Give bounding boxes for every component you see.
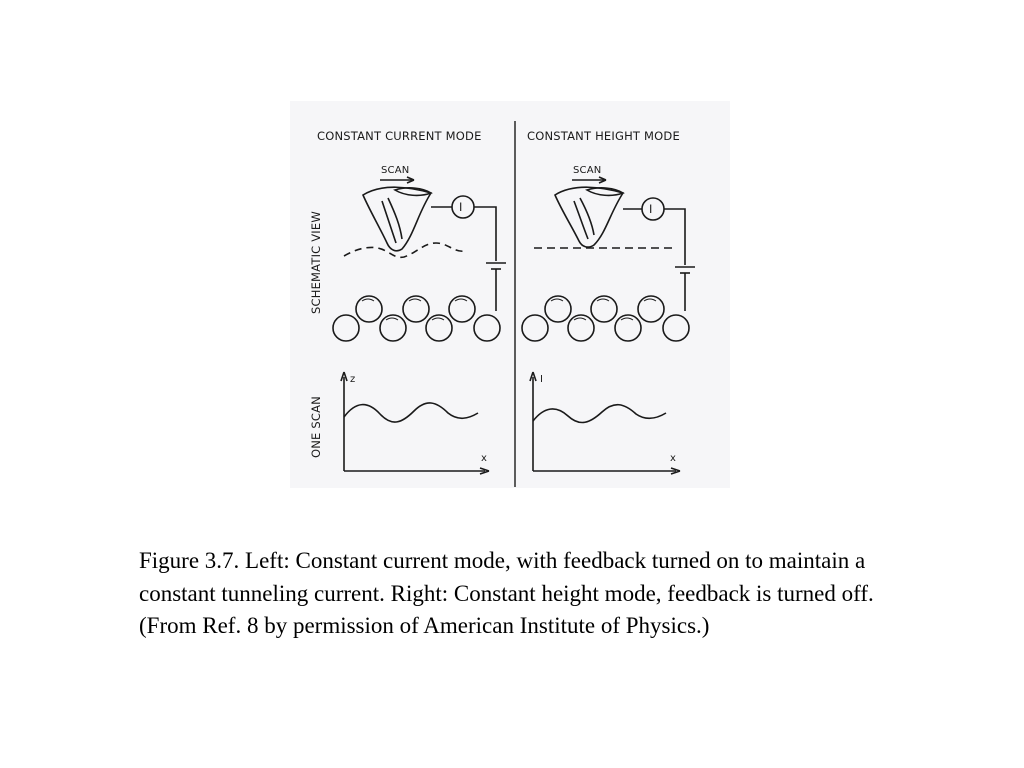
left-battery bbox=[486, 263, 506, 311]
left-meter-label: I bbox=[459, 200, 463, 214]
left-panel-title: CONSTANT CURRENT MODE bbox=[317, 129, 482, 143]
right-tip bbox=[555, 187, 623, 247]
stm-diagram bbox=[290, 101, 730, 488]
left-x-axis-label: x bbox=[481, 453, 487, 464]
left-schematic bbox=[333, 165, 506, 474]
left-y-axis-label: z bbox=[350, 374, 356, 385]
left-scan-label: SCAN bbox=[381, 165, 410, 176]
right-scan-label: SCAN bbox=[573, 165, 602, 176]
right-meter-label: I bbox=[649, 202, 653, 216]
right-panel-title: CONSTANT HEIGHT MODE bbox=[527, 129, 680, 143]
right-y-axis-label: I bbox=[540, 374, 543, 385]
right-battery bbox=[675, 267, 695, 311]
stm-modes-figure bbox=[290, 101, 730, 488]
left-current-meter bbox=[431, 196, 496, 261]
right-schematic bbox=[522, 165, 695, 474]
right-atom-lattice bbox=[522, 296, 689, 341]
schematic-view-label: SCHEMATIC VIEW bbox=[309, 211, 323, 314]
left-tip bbox=[363, 187, 431, 251]
right-current-meter bbox=[623, 198, 685, 265]
left-scan-plot bbox=[341, 372, 489, 474]
right-scan-arrow bbox=[572, 177, 606, 183]
left-scan-arrow bbox=[380, 177, 414, 183]
figure-caption: Figure 3.7. Left: Constant current mode, with feedback turned on to maintain a constant tunneling current. Right: Constant height mode, feedback is turned off. (From Ref. 8 by permission of American Institute of Physics.) bbox=[139, 548, 874, 638]
one-scan-label: ONE SCAN bbox=[309, 396, 323, 458]
left-atom-lattice bbox=[333, 296, 500, 341]
right-x-axis-label: x bbox=[670, 453, 676, 464]
right-scan-plot bbox=[530, 372, 680, 474]
